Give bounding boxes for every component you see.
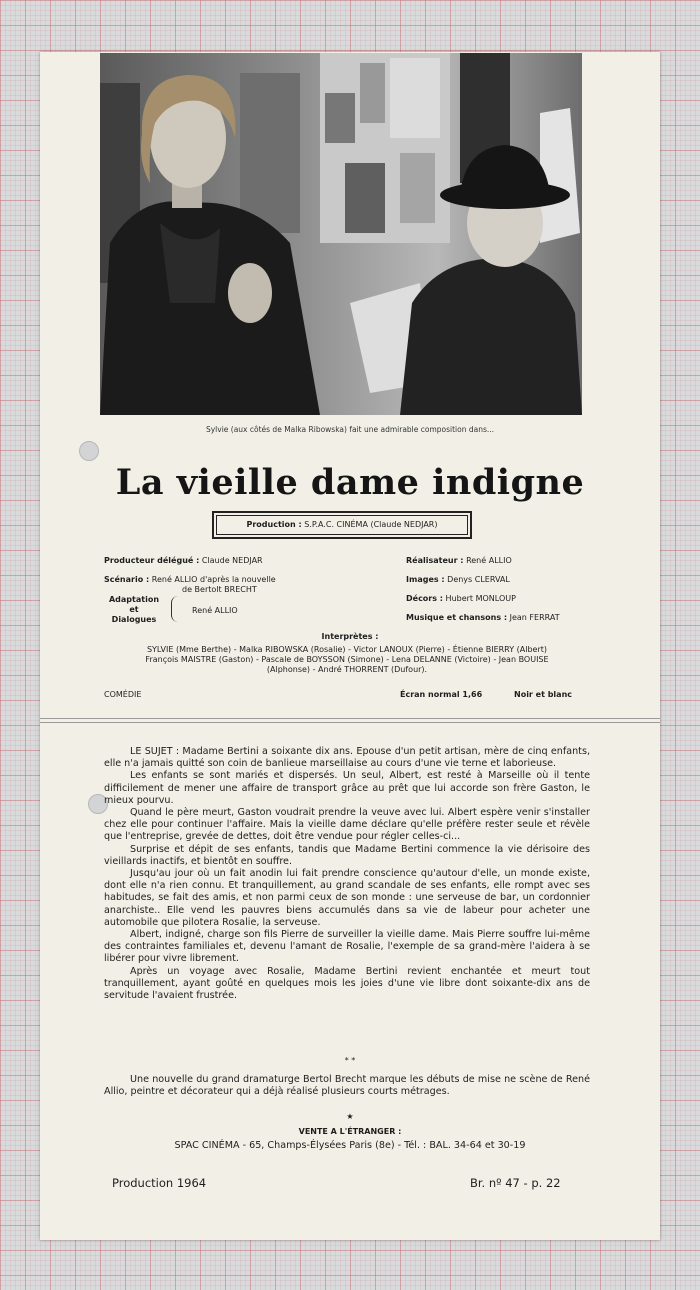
credit-value: Hubert MONLOUP <box>445 594 516 603</box>
production-label: Production : <box>246 520 302 529</box>
credit-label: Musique et chansons : <box>406 613 508 622</box>
color-format: Noir et blanc <box>514 690 573 699</box>
synopsis-paragraph: Après un voyage avec Rosalie, Madame Bertini revient enchantée et meurt tout tranquillement, ayant goûté en quelques mois les joies d'une vie libre dont soixante-dix ans de servitude l'avaient frustrée. <box>104 965 590 1002</box>
credit-label: Décors : <box>406 594 443 603</box>
credit-value: René ALLIO d'après la nouvelle <box>151 575 276 584</box>
synopsis-paragraph: Albert, indigné, charge son fils Pierre de surveiller la vieille dame. Mais Pierre souffre lui-même des contraintes familiales et, devenu l'amant de Rosalie, l'exemple de sa grand-mère l'aidera à se libérer pour vivre librement. <box>104 929 590 965</box>
fold-line <box>40 722 660 723</box>
credit-value: Denys CLERVAL <box>447 575 510 584</box>
synopsis-paragraph: LE SUJET : Madame Bertini a soixante dix ans. Epouse d'un petit artisan, mère de cinq enfants, elle n'a jamais quitté son coin de banlieue marseillaise au cours d'une vie terne et laborieuse. <box>104 746 590 770</box>
credit-adaptation-value: René ALLIO <box>192 606 238 615</box>
credit-label: Réalisateur : <box>406 556 464 565</box>
interpretes-line: SYLVIE (Mme Berthe) - Malka RIBOWSKA (Rosalie) - Victor LANOUX (Pierre) - Étienne BIERRY (Albert) <box>146 645 548 654</box>
credit-decors <box>406 593 516 604</box>
interpretes-line: (Alphonse) - André THORRENT (Dufour). <box>266 665 428 674</box>
star-icon: ★ <box>346 1112 354 1121</box>
fold-line <box>40 718 660 719</box>
credit-value: René ALLIO <box>466 556 512 565</box>
credit-images <box>406 574 510 585</box>
press-sheet <box>40 52 660 1240</box>
credit-label: Adaptation <box>108 595 160 604</box>
credit-musique <box>406 612 560 623</box>
photo-illustration <box>100 53 582 415</box>
closing-note <box>104 1074 590 1098</box>
interpretes-title: Interprètes : <box>321 632 379 641</box>
production-box <box>212 511 472 539</box>
credit-label: Scénario : <box>104 575 150 584</box>
film-still-photo <box>100 53 582 415</box>
production-value: S.P.A.C. CINÉMA (Claude NEDJAR) <box>304 520 438 529</box>
synopsis <box>104 746 590 1002</box>
credit-value: Jean FERRAT <box>509 613 560 622</box>
genre: COMÉDIE <box>104 690 142 699</box>
vente-title: VENTE A L'ÉTRANGER : <box>298 1127 402 1136</box>
credit-value: Claude NEDJAR <box>201 556 263 565</box>
production-year: Production 1964 <box>112 1176 207 1190</box>
photo-caption: Sylvie (aux côtés de Malka Ribowska) fait une admirable composition dans... <box>205 425 495 434</box>
credit-producteur <box>104 555 263 566</box>
punch-hole <box>79 441 99 461</box>
credit-label: Dialogues <box>111 615 157 624</box>
synopsis-paragraph: Quand le père meurt, Gaston voudrait prendre la veuve avec lui. Albert espère venir s'installer chez elle pour continuer l'affaire. Mais la vieille dame déclare qu'elle préfère rester seule et révèle que l'entreprise, grevée de dettes, doit être vendue pour régler celles-ci... <box>104 807 590 843</box>
credit-label: Images : <box>406 575 445 584</box>
credit-scenario-line2: de Bertolt BRECHT <box>182 585 257 594</box>
separator-stars: * * <box>344 1056 356 1065</box>
synopsis-paragraph: Surprise et dépit de ses enfants, tandis que Madame Bertini commence la vie dérisoire des vieillards inactifs, et bientôt en souffre. <box>104 843 590 867</box>
credit-label: Producteur délégué : <box>104 556 200 565</box>
brace <box>171 596 178 622</box>
page-reference: Br. nº 47 - p. 22 <box>470 1176 561 1190</box>
film-title: La vieille dame indigne <box>115 462 585 503</box>
closing-paragraph: Une nouvelle du grand dramaturge Bertol Brecht marque les débuts de mise ne scène de René Allio, peintre et décorateur qui a déjà réalisé plusieurs courts métrages. <box>104 1074 590 1098</box>
credit-adaptation-label <box>104 595 164 625</box>
synopsis-paragraph: Les enfants se sont mariés et dispersés. Un seul, Albert, est resté à Marseille où il tente difficilement de mener une affaire de transport grâce au prêt que lui accorde son frère Gaston, le mieux pourvu. <box>104 770 590 806</box>
credit-label: et <box>129 605 139 614</box>
synopsis-paragraph: Jusqu'au jour où un fait anodin lui fait prendre conscience qu'autour d'elle, un monde existe, dont elle n'a rien connu. Et tranquillement, au grand scandale de ses enfants, elle rompt avec ses habitudes, se fait des amis, et non parmi ceux de son monde : une serveuse de bar, un cordonnier anarchiste.. Elle vend les pauvres biens accumulés dans sa vie de labeur pour acheter une automobile que pilotera Rosalie, la serveuse. <box>104 868 590 928</box>
credit-realisateur <box>406 555 512 566</box>
interpretes-list <box>104 645 590 675</box>
interpretes-line: François MAISTRE (Gaston) - Pascale de BOYSSON (Simone) - Lena DELANNE (Victoire) - Jean BOUISE <box>145 655 549 664</box>
vente-address: SPAC CINÉMA - 65, Champs-Élysées Paris (8e) - Tél. : BAL. 34-64 et 30-19 <box>174 1140 526 1151</box>
format: Écran normal 1,66 <box>400 690 483 699</box>
